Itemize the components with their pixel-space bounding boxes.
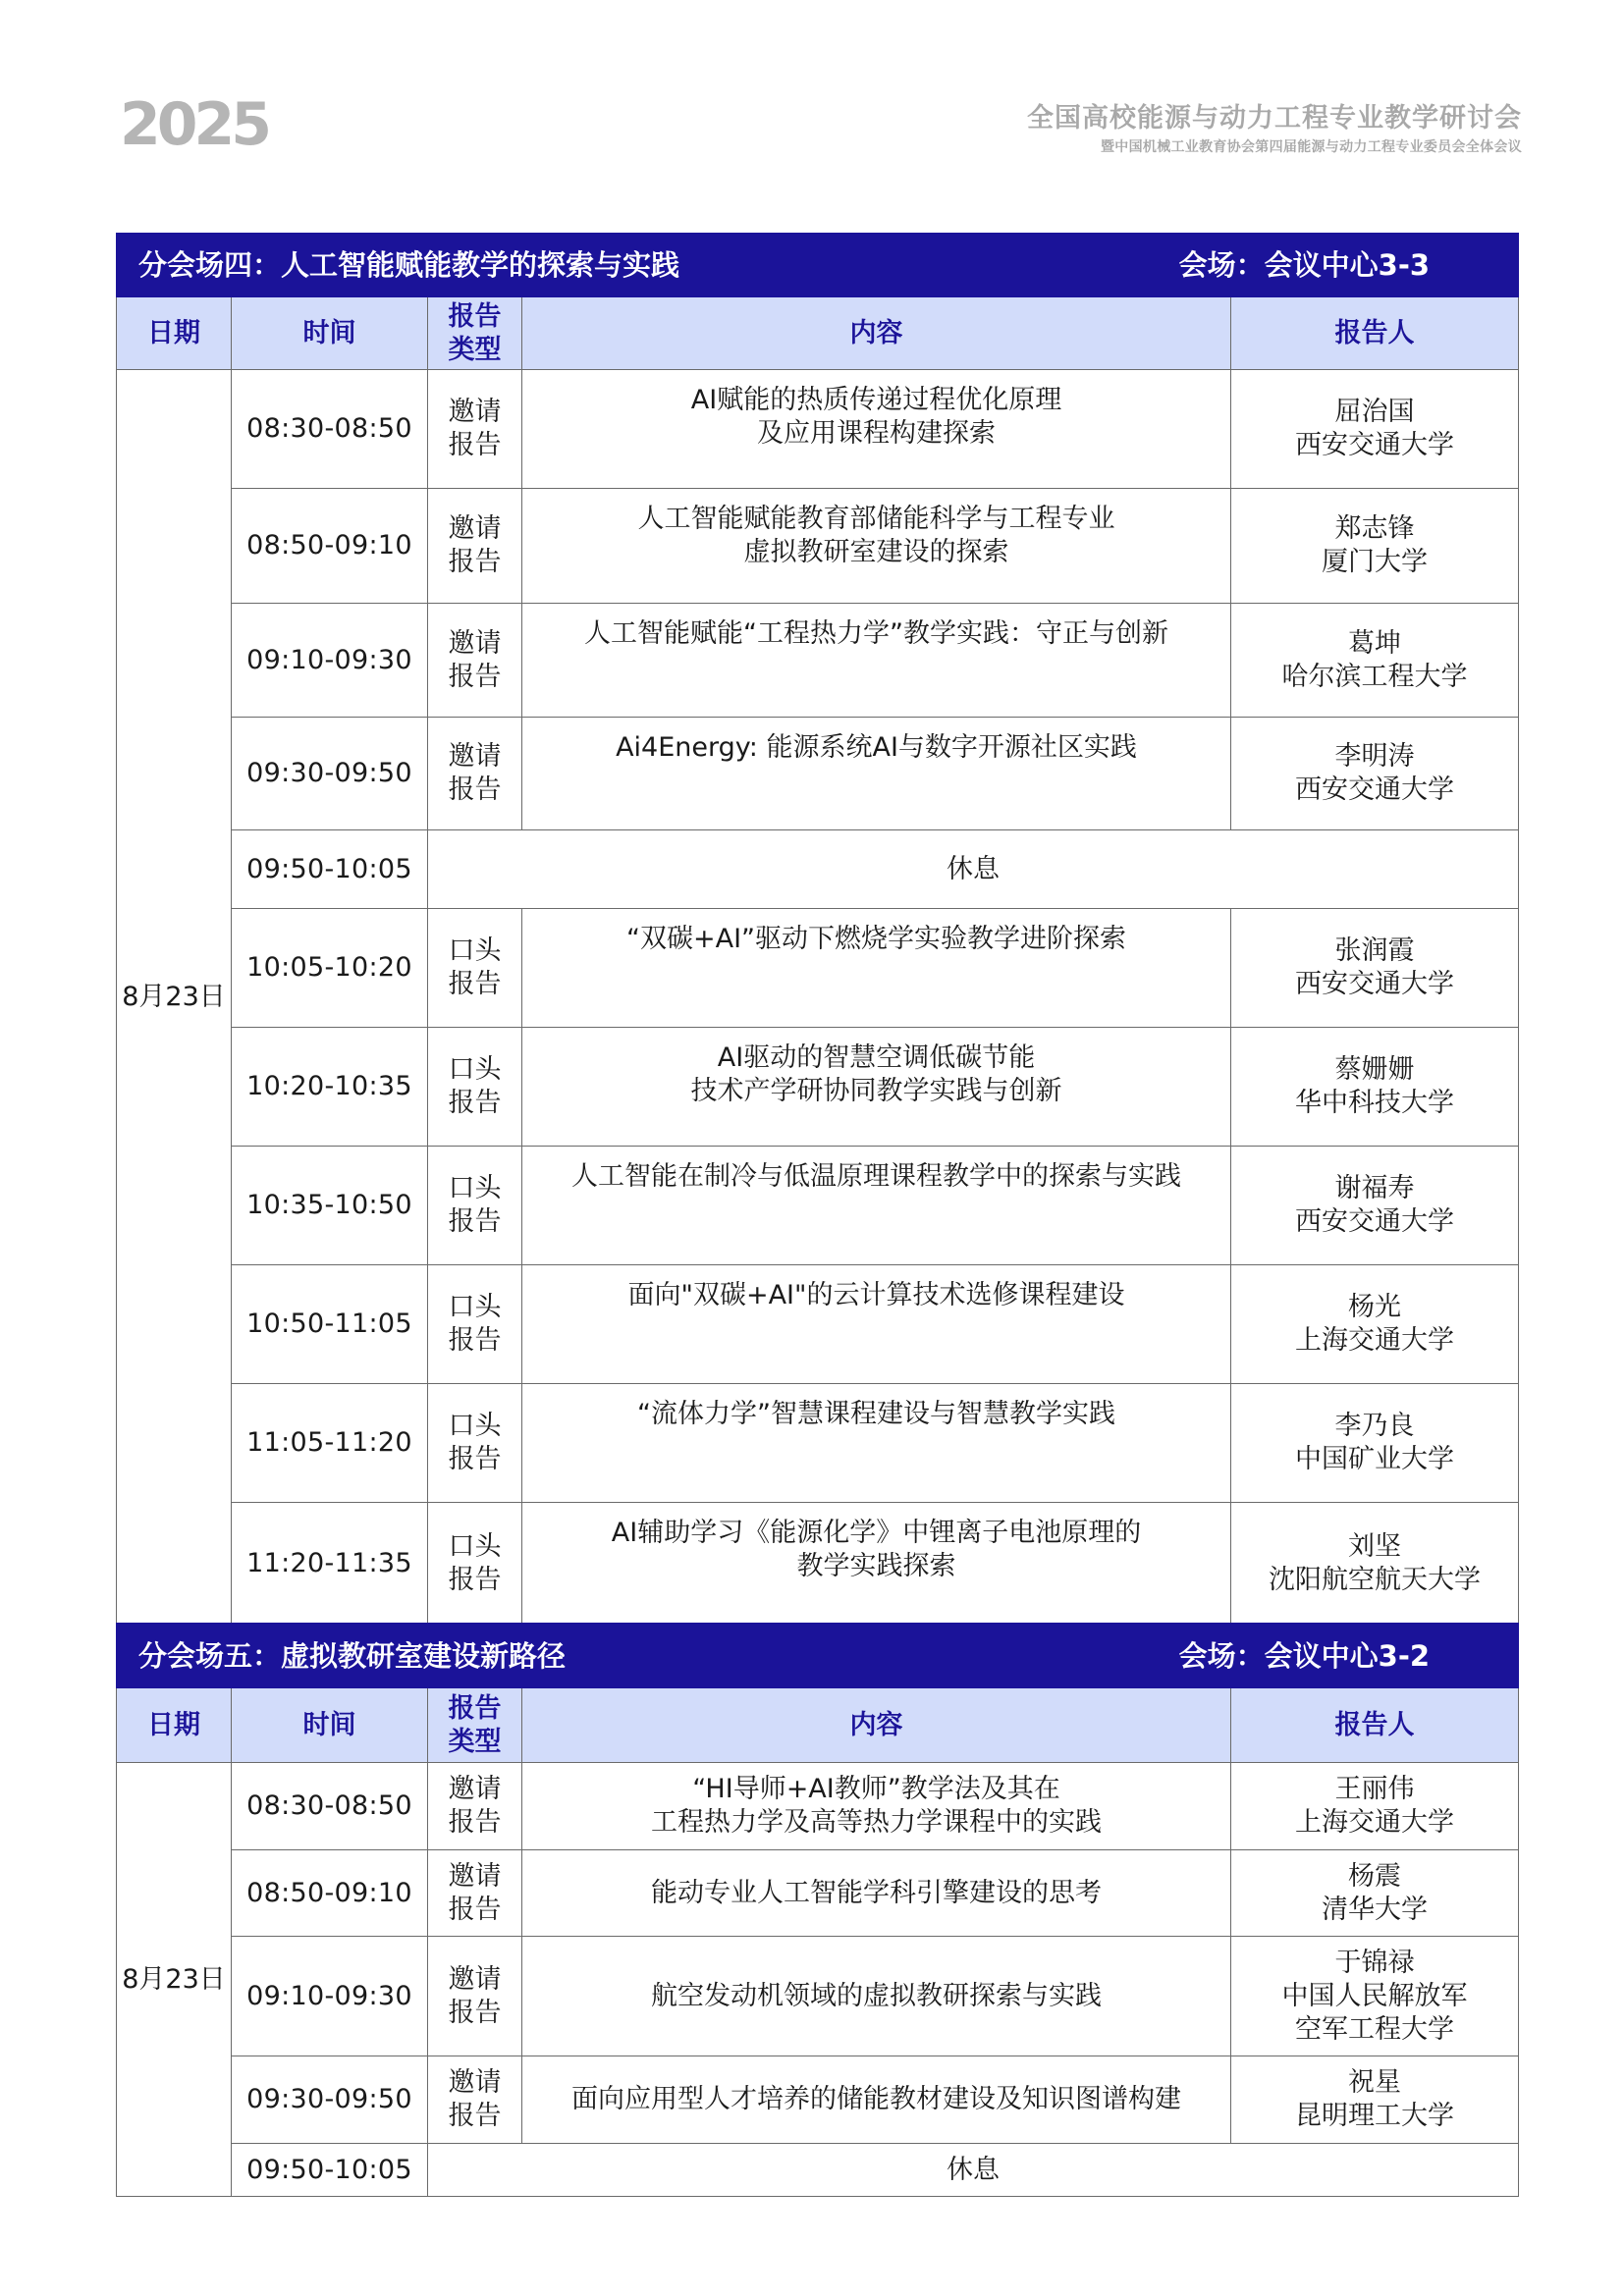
col-header-time: 时间	[232, 297, 428, 370]
report-type: 邀请 报告	[428, 2056, 522, 2144]
speaker-cell: 郑志锋 厦门大学	[1231, 489, 1519, 604]
session-5-table	[116, 1623, 1519, 2197]
table-row	[117, 1265, 1519, 1384]
table-row	[117, 1850, 1519, 1937]
report-type: 邀请 报告	[428, 1850, 522, 1937]
table-row	[117, 1384, 1519, 1503]
speaker-cell: 谢福寿 西安交通大学	[1231, 1147, 1519, 1265]
table-row	[117, 1503, 1519, 1625]
report-type: 口头 报告	[428, 1028, 522, 1147]
session-header	[117, 1624, 1519, 1688]
time-cell: 08:30-08:50	[232, 1763, 428, 1850]
column-header-row	[117, 297, 1519, 370]
speaker-cell: 张润霞 西安交通大学	[1231, 909, 1519, 1028]
speaker-cell: 葛坤 哈尔滨工程大学	[1231, 604, 1519, 718]
break-label: 休息	[428, 830, 1519, 909]
time-cell: 09:50-10:05	[232, 2144, 428, 2197]
table-row	[117, 1147, 1519, 1265]
table-row	[117, 718, 1519, 830]
speaker-cell: 杨震 清华大学	[1231, 1850, 1519, 1937]
talk-title: 人工智能赋能“工程热力学”教学实践：守正与创新	[522, 604, 1231, 718]
col-header-content: 内容	[522, 297, 1231, 370]
report-type: 邀请 报告	[428, 1763, 522, 1850]
table-row	[117, 909, 1519, 1028]
time-cell: 11:20-11:35	[232, 1503, 428, 1625]
talk-title: 面向应用型人才培养的储能教材建设及知识图谱构建	[522, 2056, 1231, 2144]
report-type: 邀请 报告	[428, 1937, 522, 2056]
table-row	[117, 1763, 1519, 1850]
report-type: 邀请 报告	[428, 370, 522, 489]
talk-title: 面向"双碳+AI"的云计算技术选修课程建设	[522, 1265, 1231, 1384]
time-cell: 10:50-11:05	[232, 1265, 428, 1384]
report-type: 口头 报告	[428, 1503, 522, 1625]
time-cell: 08:30-08:50	[232, 370, 428, 489]
time-cell: 10:05-10:20	[232, 909, 428, 1028]
col-header-type: 报告 类型	[428, 297, 522, 370]
time-cell: 11:05-11:20	[232, 1384, 428, 1503]
talk-title: Ai4Energy: 能源系统AI与数字开源社区实践	[522, 718, 1231, 830]
talk-title: 人工智能在制冷与低温原理课程教学中的探索与实践	[522, 1147, 1231, 1265]
talk-title: 能动专业人工智能学科引擎建设的思考	[522, 1850, 1231, 1937]
report-type: 口头 报告	[428, 1384, 522, 1503]
session-header-row	[117, 234, 1519, 297]
report-type: 邀请 报告	[428, 489, 522, 604]
session-header-row	[117, 1624, 1519, 1688]
report-type: 口头 报告	[428, 1147, 522, 1265]
col-header-time: 时间	[232, 1688, 428, 1763]
talk-title: AI驱动的智慧空调低碳节能 技术产学研协同教学实践与创新	[522, 1028, 1231, 1147]
talk-title: “流体力学”智慧课程建设与智慧教学实践	[522, 1384, 1231, 1503]
table-row	[117, 604, 1519, 718]
session-4-table	[116, 233, 1519, 1625]
session-venue: 会场：会议中心3-2	[1178, 1638, 1431, 1673]
time-cell: 10:20-10:35	[232, 1028, 428, 1147]
talk-title: 航空发动机领域的虚拟教研探索与实践	[522, 1937, 1231, 2056]
conference-subtitle: 暨中国机械工业教育协会第四届能源与动力工程专业委员会全体会议	[1101, 139, 1522, 155]
time-cell: 09:30-09:50	[232, 2056, 428, 2144]
col-header-date: 日期	[117, 297, 232, 370]
report-type: 口头 报告	[428, 909, 522, 1028]
col-header-content: 内容	[522, 1688, 1231, 1763]
time-cell: 09:50-10:05	[232, 830, 428, 909]
session-title: 分会场四：人工智能赋能教学的探索与实践	[138, 248, 680, 282]
col-header-date: 日期	[117, 1688, 232, 1763]
time-cell: 08:50-09:10	[232, 1850, 428, 1937]
time-cell: 09:30-09:50	[232, 718, 428, 830]
talk-title: “双碳+AI”驱动下燃烧学实验教学进阶探索	[522, 909, 1231, 1028]
time-cell: 08:50-09:10	[232, 489, 428, 604]
col-header-speaker: 报告人	[1231, 1688, 1519, 1763]
speaker-cell: 王丽伟 上海交通大学	[1231, 1763, 1519, 1850]
conference-logo: 2025	[120, 90, 268, 159]
speaker-cell: 于锦禄 中国人民解放军 空军工程大学	[1231, 1937, 1519, 2056]
speaker-cell: 祝星 昆明理工大学	[1231, 2056, 1519, 2144]
report-type: 邀请 报告	[428, 604, 522, 718]
session-date: 8月23日	[117, 1763, 232, 2197]
break-row	[117, 2144, 1519, 2197]
speaker-cell: 屈治国 西安交通大学	[1231, 370, 1519, 489]
break-row	[117, 830, 1519, 909]
talk-title: “HI导师+AI教师”教学法及其在 工程热力学及高等热力学课程中的实践	[522, 1763, 1231, 1850]
speaker-cell: 杨光 上海交通大学	[1231, 1265, 1519, 1384]
report-type: 口头 报告	[428, 1265, 522, 1384]
speaker-cell: 刘坚 沈阳航空航天大学	[1231, 1503, 1519, 1625]
table-row	[117, 1937, 1519, 2056]
break-label: 休息	[428, 2144, 1519, 2197]
speaker-cell: 李乃良 中国矿业大学	[1231, 1384, 1519, 1503]
speaker-cell: 蔡姗姗 华中科技大学	[1231, 1028, 1519, 1147]
table-row	[117, 2056, 1519, 2144]
time-cell: 09:10-09:30	[232, 604, 428, 718]
conference-header	[1027, 96, 1522, 156]
column-header-row	[117, 1688, 1519, 1763]
table-row	[117, 489, 1519, 604]
time-cell: 10:35-10:50	[232, 1147, 428, 1265]
session-venue: 会场：会议中心3-3	[1178, 248, 1431, 282]
talk-title: AI赋能的热质传递过程优化原理 及应用课程构建探索	[522, 370, 1231, 489]
col-header-speaker: 报告人	[1231, 297, 1519, 370]
session-date: 8月23日	[117, 370, 232, 1625]
table-row	[117, 370, 1519, 489]
speaker-cell: 李明涛 西安交通大学	[1231, 718, 1519, 830]
col-header-type: 报告 类型	[428, 1688, 522, 1763]
talk-title: AI辅助学习《能源化学》中锂离子电池原理的 教学实践探索	[522, 1503, 1231, 1625]
report-type: 邀请 报告	[428, 718, 522, 830]
table-row	[117, 1028, 1519, 1147]
time-cell: 09:10-09:30	[232, 1937, 428, 2056]
session-title: 分会场五：虚拟教研室建设新路径	[138, 1638, 567, 1673]
conference-title: 全国高校能源与动力工程专业教学研讨会	[1027, 103, 1522, 133]
talk-title: 人工智能赋能教育部储能科学与工程专业 虚拟教研室建设的探索	[522, 489, 1231, 604]
session-header	[117, 234, 1519, 297]
